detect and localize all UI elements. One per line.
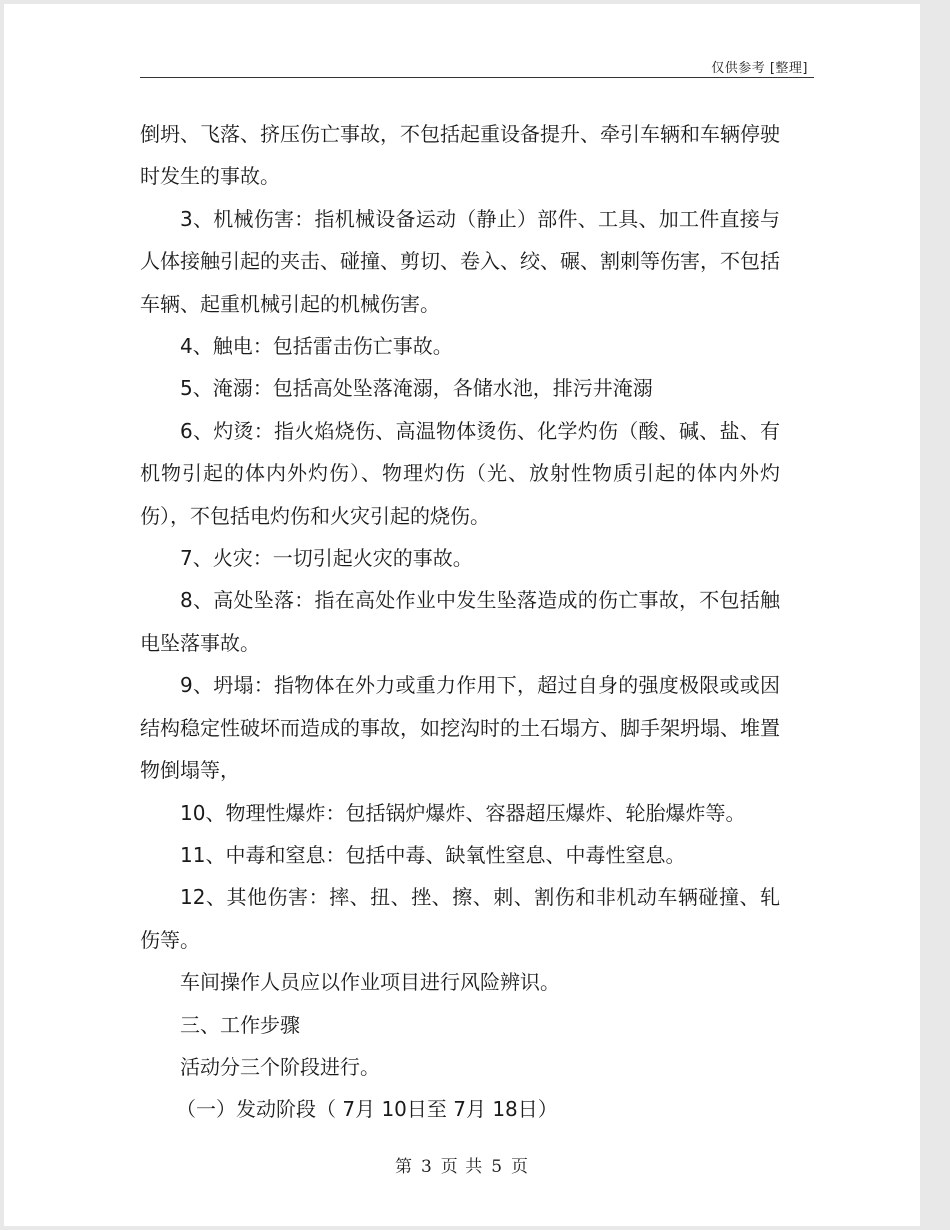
document-body <box>140 113 780 1131</box>
footer-middle: 页 共 <box>440 1157 484 1177</box>
paragraph-13: 活动分三个阶段进行。 <box>180 1054 380 1079</box>
paragraph-3: 5、淹溺：包括高处坠落淹溺，各储水池，排污井淹溺 <box>180 376 653 401</box>
paragraph-6: 8、高处坠落：指在高处作业中发生坠落造成的伤亡事故，不包括触电坠落事故。 <box>140 588 780 655</box>
footer-suffix: 页 <box>511 1157 530 1177</box>
paragraph-12: 三、工作步骤 <box>180 1012 300 1037</box>
paragraph-0: 倒坍、飞落、挤压伤亡事故，不包括起重设备提升、牵引车辆和车辆停驶时发生的事故。 <box>140 122 780 189</box>
paragraph-11: 车间操作人员应以作业项目进行风险辨识。 <box>180 970 560 995</box>
document-page <box>4 4 920 1226</box>
header-divider <box>140 77 814 78</box>
footer-prefix: 第 <box>394 1157 413 1177</box>
paragraph-10: 12、其他伤害：摔、扭、挫、擦、刺、割伤和非机动车辆碰撞、轧伤等。 <box>140 885 780 952</box>
page-header: 仅供参考 [整理] <box>711 61 808 76</box>
paragraph-9: 11、中毒和窒息：包括中毒、缺氧性窒息、中毒性窒息。 <box>180 842 686 867</box>
paragraph-7: 9、坍塌：指物体在外力或重力作用下，超过自身的强度极限或或因结构稳定性破坏而造成的事故，如挖沟时的土石塌方、脚手架坍塌、堆置物倒塌等， <box>140 673 780 783</box>
paragraph-5: 7、火灾：一切引起火灾的事故。 <box>180 546 473 571</box>
paragraph-1: 3、机械伤害：指机械设备运动（静止）部件、工具、加工件直接与人体接触引起的夹击、碰撞、剪切、卷入、绞、碾、割刺等伤害，不包括车辆、起重机械引起的机械伤害。 <box>140 206 780 316</box>
footer-total-pages: 5 <box>491 1157 504 1177</box>
paragraph-8: 10、物理性爆炸：包括锅炉爆炸、容器超压爆炸、轮胎爆炸等。 <box>180 800 746 825</box>
paragraph-2: 4、触电：包括雷击伤亡事故。 <box>180 334 453 359</box>
paragraph-4: 6、灼烫：指火焰烧伤、高温物体烫伤、化学灼伤（酸、碱、盐、有机物引起的体内外灼伤）、物理灼伤（光、放射性物质引起的体内外灼伤），不包括电灼伤和火灾引起的烧伤。 <box>140 418 780 528</box>
paragraph-14: （一）发动阶段（ 7月 10日至 7月 18日） <box>176 1097 558 1122</box>
footer-page-number: 3 <box>420 1157 433 1177</box>
page-footer <box>4 1152 920 1177</box>
